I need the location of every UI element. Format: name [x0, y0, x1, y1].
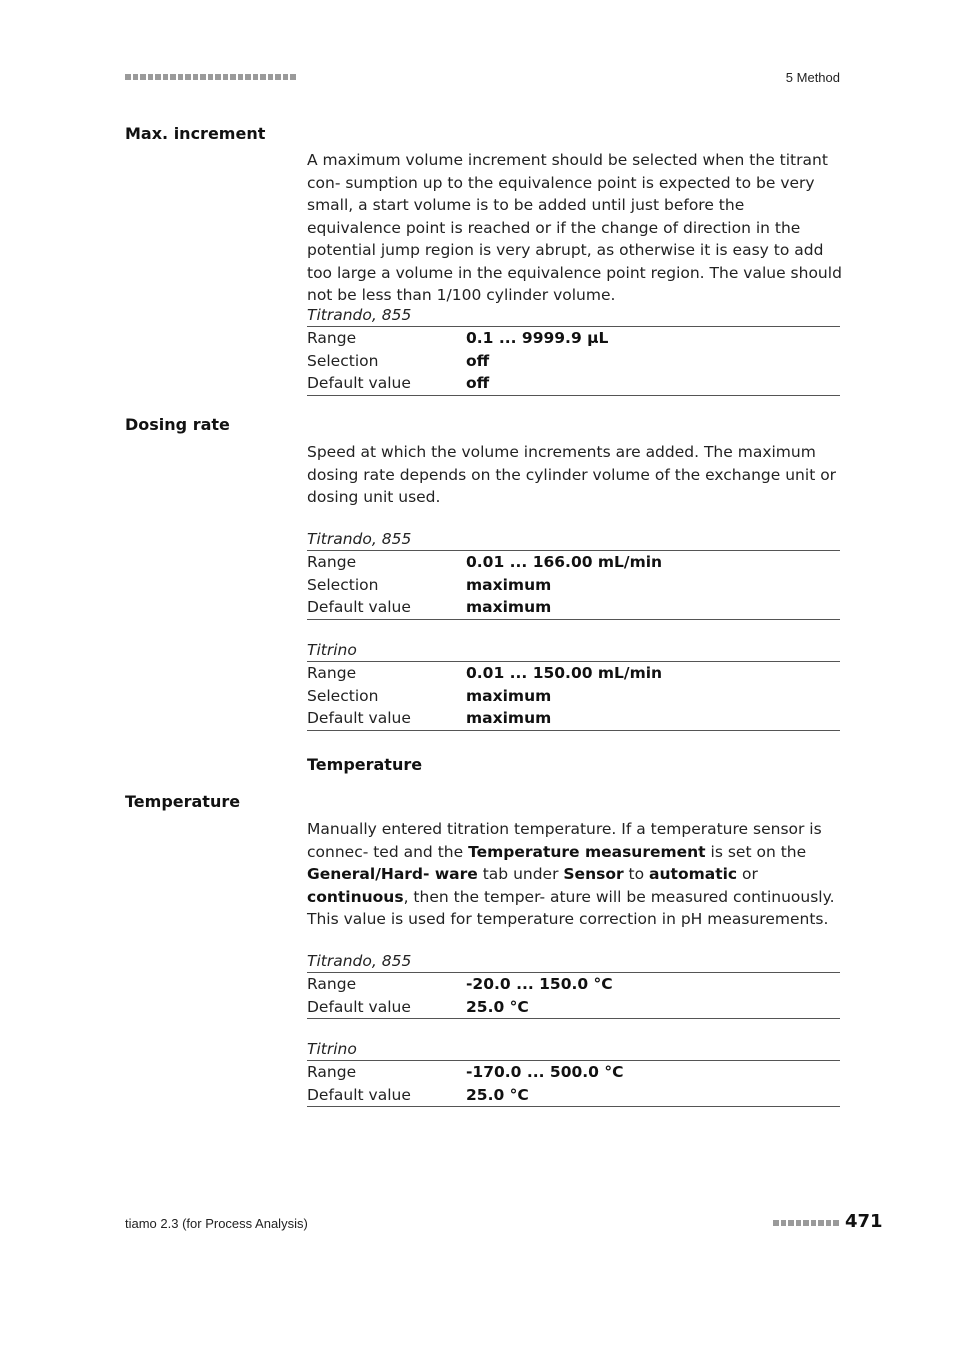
spec-value: maximum: [466, 598, 552, 616]
spec-caption: Titrando, 855: [307, 304, 840, 327]
spec-row: [307, 1061, 840, 1084]
spec-key: Selection: [307, 575, 379, 594]
spec-key: Range: [307, 975, 357, 993]
spec-row: [307, 662, 840, 685]
spec-row: [307, 350, 840, 373]
paragraph-temperature: Manually entered titration temperature. If a temperature sensor is connec- ted and the Temperature measurement is set on the General/Hard- ware tab under Sensor to automatic or continuous, then the temper- ature will be measured continuously. This value is used for temperature correction in pH measurements.: [307, 820, 835, 928]
subsection-heading-temperature: Temperature: [307, 755, 423, 774]
chapter-title: 5 Method: [785, 70, 840, 85]
spec-table-temperature-titrando: [307, 950, 840, 1019]
section-title-max-increment: Max. increment: [125, 124, 266, 143]
spec-row: [307, 372, 840, 395]
spec-row: [307, 574, 840, 597]
spec-key: Default value: [307, 374, 411, 392]
spec-key: Selection: [307, 351, 379, 370]
spec-row: [307, 996, 840, 1019]
page-number: 471: [845, 1211, 883, 1232]
spec-value: -20.0 ... 150.0 °C: [466, 975, 613, 993]
spec-value: 0.1 ... 9999.9 µL: [466, 329, 609, 347]
paragraph-dosing-rate: Speed at which the volume increments are added. The maximum dosing rate depends on the cylinder volume of the exchange unit or dosing unit used.: [307, 443, 837, 506]
spec-table-dosing-rate-titrando: [307, 528, 840, 620]
spec-row: [307, 596, 840, 619]
spec-key: Default value: [307, 997, 411, 1016]
spec-caption: Titrando, 855: [307, 950, 840, 973]
spec-key: Selection: [307, 686, 379, 705]
spec-caption: Titrando, 855: [307, 528, 840, 551]
spec-key: Range: [307, 664, 357, 682]
paragraph-max-increment: A maximum volume increment should be selected when the titrant con- sumption up to the equivalence point is expected to be very small, a start volume is to be added until just before the equivalence point is reached or if the change of direction in the potential jump region is very abrupt, as otherwise it is easy to add too large a volume in the equivalence point region. The value should not be less than 1/100 cylinder volume.: [307, 151, 842, 304]
spec-caption: Titrino: [307, 639, 840, 662]
spec-value: off: [466, 351, 490, 370]
spec-value: off: [466, 374, 490, 392]
spec-value: 0.01 ... 166.00 mL/min: [466, 553, 663, 571]
spec-key: Default value: [307, 709, 411, 727]
spec-key: Range: [307, 1063, 357, 1081]
spec-row: [307, 327, 840, 350]
spec-value: maximum: [466, 686, 552, 705]
footer-product: tiamo 2.3 (for Process Analysis): [125, 1216, 308, 1231]
spec-value: 0.01 ... 150.00 mL/min: [466, 664, 663, 682]
spec-key: Default value: [307, 598, 411, 616]
spec-key: Range: [307, 329, 357, 347]
footer-decoration: [773, 1220, 841, 1228]
spec-value: maximum: [466, 709, 552, 727]
spec-value: 25.0 °C: [466, 1085, 529, 1104]
spec-row: [307, 707, 840, 730]
header-decoration: [125, 74, 307, 82]
spec-row: [307, 551, 840, 574]
section-title-dosing-rate: Dosing rate: [125, 415, 230, 434]
spec-value: 25.0 °C: [466, 997, 529, 1016]
spec-key: Default value: [307, 1085, 411, 1104]
spec-key: Range: [307, 553, 357, 571]
section-title-temperature: Temperature: [125, 792, 241, 811]
spec-table-max-increment-titrando: [307, 304, 840, 396]
spec-row: [307, 685, 840, 708]
spec-table-dosing-rate-titrino: [307, 639, 840, 731]
spec-row: [307, 973, 840, 996]
spec-table-temperature-titrino: [307, 1038, 840, 1107]
spec-value: maximum: [466, 575, 552, 594]
spec-value: -170.0 ... 500.0 °C: [466, 1063, 624, 1081]
spec-caption: Titrino: [307, 1038, 840, 1061]
spec-row: [307, 1084, 840, 1107]
